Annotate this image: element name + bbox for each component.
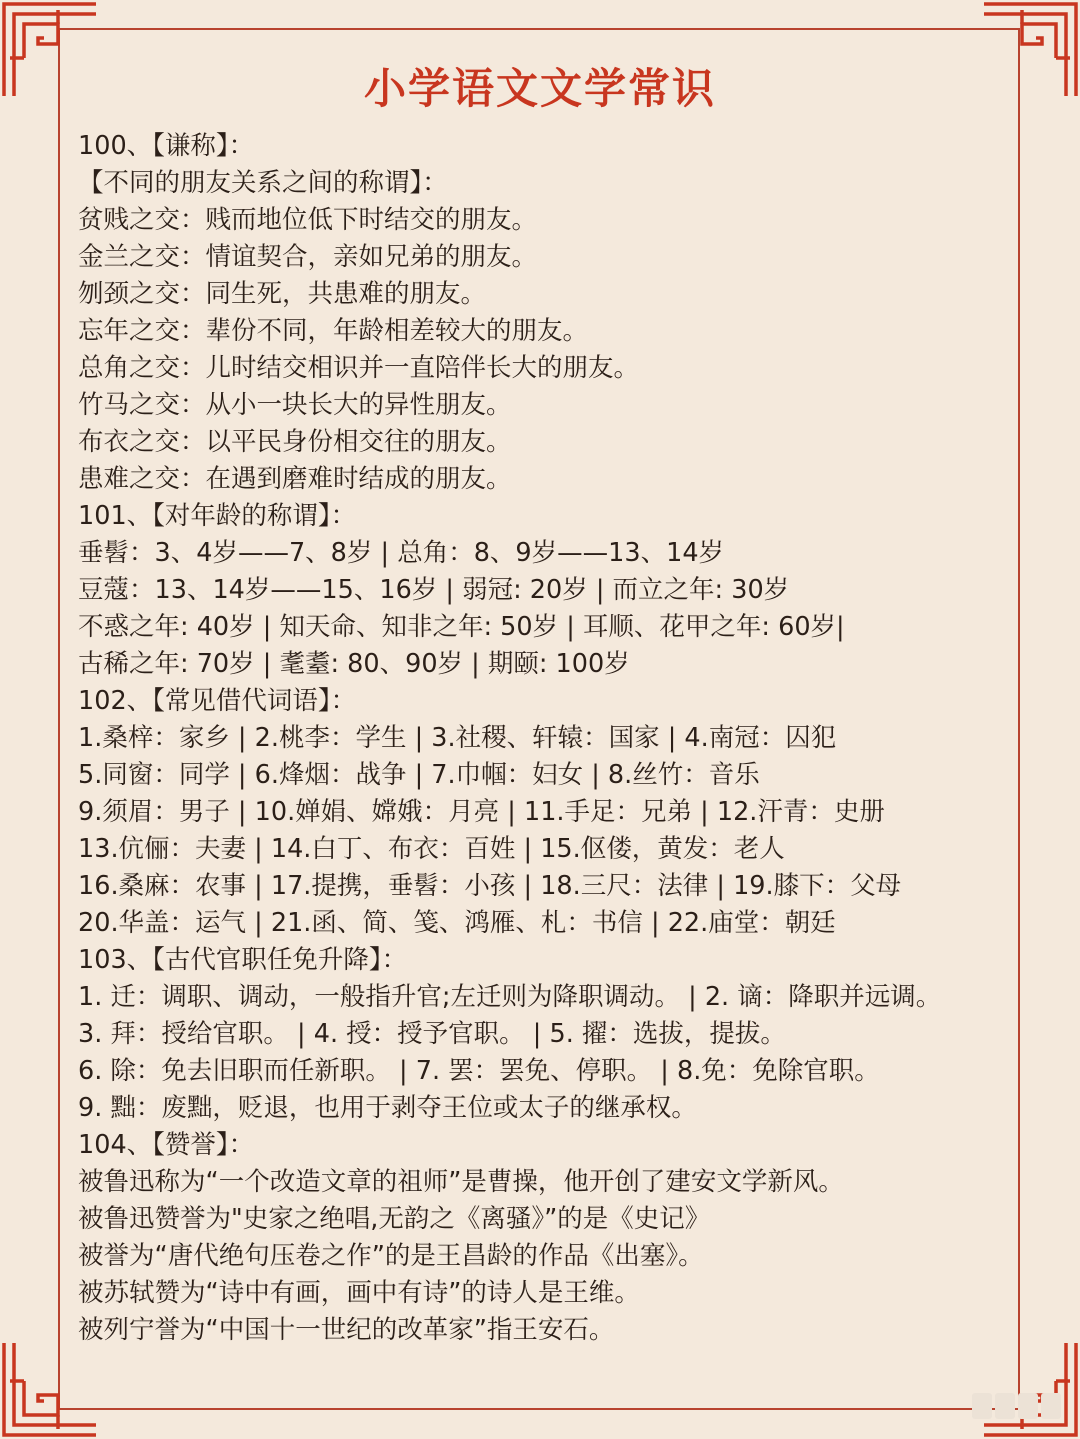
text-line: 13.伉俪：夫妻 | 14.白丁、布衣：百姓 | 15.伛偻，黄发：老人 (78, 834, 785, 864)
content-body (78, 128, 988, 1349)
text-line: 9. 黜：废黜，贬退，也用于剥夺王位或太子的继承权。 (78, 1093, 697, 1123)
text-line: 垂髫：3、4岁——7、8岁 | 总角：8、9岁——13、14岁 (78, 538, 725, 568)
section-heading-104: 104、【赞誉】： (78, 1130, 255, 1160)
text-line: 被鲁迅赞誉为"史家之绝唱,无韵之《离骚》”的是《史记》 (78, 1204, 711, 1234)
text-line: 金兰之交：情谊契合，亲如兄弟的朋友。 (78, 242, 538, 272)
text-line: 总角之交：儿时结交相识并一直陪伴长大的朋友。 (78, 353, 640, 383)
section-heading-103: 103、【古代官职任免升降】： (78, 945, 408, 975)
text-line: 不惑之年: 40岁 | 知天命、知非之年: 50岁 | 耳顺、花甲之年: 60岁| (78, 612, 845, 642)
text-line: 被鲁迅称为“一个改造文章的祖师”是曹操，他开创了建安文学新风。 (78, 1167, 844, 1197)
text-line: 患难之交：在遇到磨难时结成的朋友。 (78, 464, 512, 494)
fret-corner-ornament (980, 1339, 1080, 1439)
text-line: 1.桑梓：家乡 | 2.桃李：学生 | 3.社稷、轩辕：国家 | 4.南冠：囚犯 (78, 723, 837, 753)
watermark-mark (972, 1393, 1064, 1419)
text-line: 被列宁誉为“中国十一世纪的改革家”指王安石。 (78, 1315, 615, 1345)
section-heading-101: 101、【对年龄的称谓】： (78, 501, 357, 531)
text-line: 刎颈之交：同生死，共患难的朋友。 (78, 279, 487, 309)
text-line: 1. 迁：调职、调动，一般指升官;左迁则为降职调动。 | 2. 谪：降职并远调。 (78, 982, 942, 1012)
text-line: 被誉为“唐代绝句压卷之作”的是王昌龄的作品《出塞》。 (78, 1241, 704, 1271)
page-title: 小学语文文学常识 (363, 64, 716, 113)
text-line: 20.华盖：运气 | 21.函、简、笺、鸿雁、札：书信 | 22.庙堂：朝廷 (78, 908, 836, 938)
text-line: 豆蔻：13、14岁——15、16岁 | 弱冠: 20岁 | 而立之年: 30岁 (78, 575, 790, 605)
text-line: 竹马之交：从小一块长大的异性朋友。 (78, 390, 512, 420)
section-heading-102: 102、【常见借代词语】： (78, 686, 357, 716)
text-line: 3. 拜：授给官职。 | 4. 授：授予官职。 | 5. 擢：选拔，提拔。 (78, 1019, 786, 1049)
text-line: 5.同窗：同学 | 6.烽烟：战争 | 7.巾帼：妇女 | 8.丝竹：音乐 (78, 760, 760, 790)
text-line: 忘年之交：辈份不同，年龄相差较大的朋友。 (78, 316, 589, 346)
section-heading-100: 100、【谦称】： (78, 131, 255, 161)
text-line: 布衣之交：以平民身份相交往的朋友。 (78, 427, 512, 457)
text-line: 古稀之年: 70岁 | 耄耋: 80、90岁 | 期颐: 100岁 (78, 649, 630, 679)
text-line: 被苏轼赞为“诗中有画，画中有诗”的诗人是王维。 (78, 1278, 640, 1308)
text-line: 9.须眉：男子 | 10.婵娟、嫦娥：月亮 | 11.手足：兄弟 | 12.汗青：史册 (78, 797, 885, 827)
text-line: 6. 除：免去旧职而任新职。 | 7. 罢：罢免、停职。 | 8.免：免除官职。 (78, 1056, 880, 1086)
text-line: 16.桑麻：农事 | 17.提携，垂髫：小孩 | 18.三尺：法律 | 19.膝下：父母 (78, 871, 902, 901)
fret-corner-ornament (0, 1339, 100, 1439)
subheading-friend-relations: 【不同的朋友关系之间的称谓】： (78, 168, 448, 198)
text-line: 贫贱之交：贱而地位低下时结交的朋友。 (78, 205, 538, 235)
